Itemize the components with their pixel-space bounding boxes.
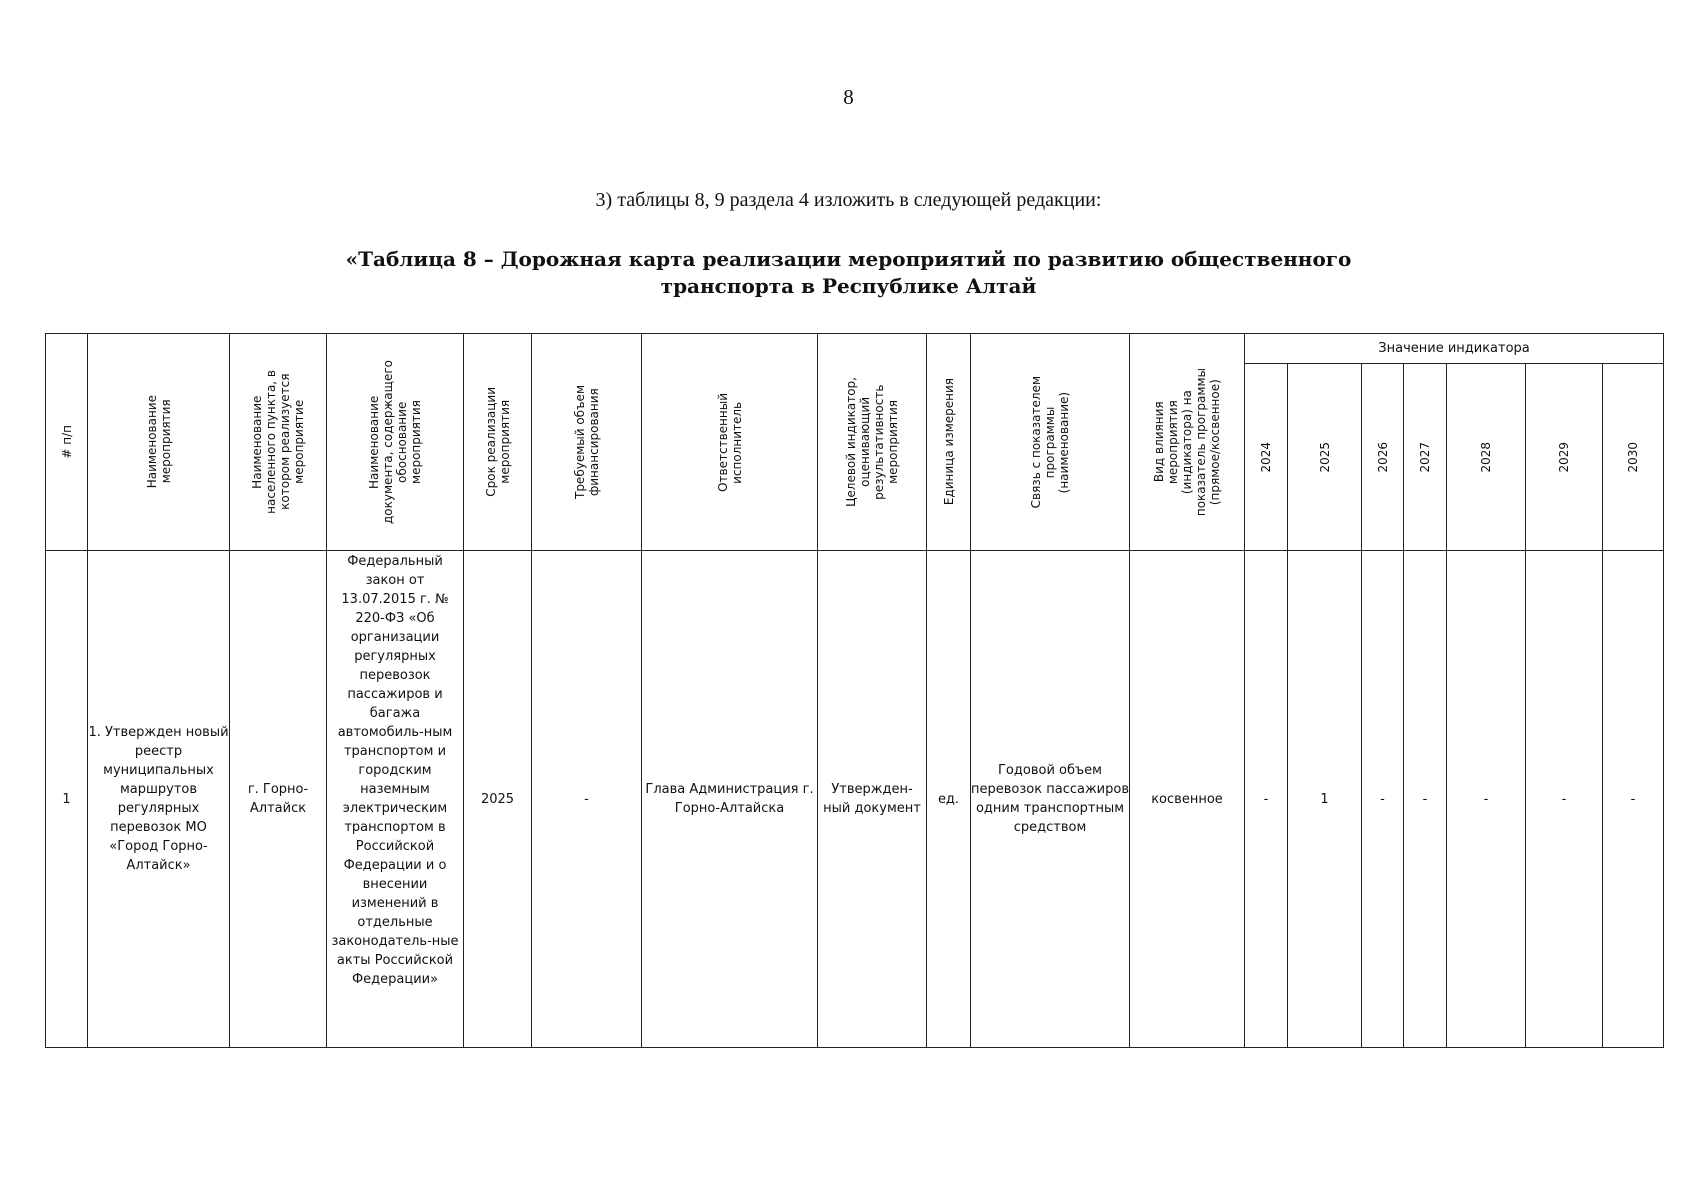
header-influence-type: Вид влияния мероприятия (индикатора) на показатель программы (прямое/косвенное) — [1130, 334, 1245, 551]
cell-value-2028: - — [1447, 551, 1526, 1048]
roadmap-table — [45, 333, 1664, 1048]
cell-term: 2025 — [464, 551, 532, 1048]
page-number: 8 — [843, 85, 854, 109]
cell-settlement: г. Горно-Алтайск — [230, 551, 327, 1048]
cell-value-2030: - — [1603, 551, 1664, 1048]
cell-program-link: Годовой объем перевозок пассажиров одним транспортным средством — [971, 551, 1130, 1048]
header-year-2029: 2029 — [1526, 364, 1603, 551]
header-unit: Единица измерения — [927, 334, 971, 551]
cell-value-2024: - — [1245, 551, 1288, 1048]
table-title-line-2: транспорта в Республике Алтай — [660, 274, 1037, 298]
header-program-link: Связь с показателем программы (наименование) — [971, 334, 1130, 551]
table-header-row — [46, 334, 1664, 364]
cell-target-indicator: Утвержден-ный документ — [818, 551, 927, 1048]
header-document: Наименование документа, содержащего обоснование мероприятия — [327, 334, 464, 551]
cell-unit: ед. — [927, 551, 971, 1048]
header-year-2024: 2024 — [1245, 364, 1288, 551]
header-term: Срок реализации мероприятия — [464, 334, 532, 551]
cell-value-2025: 1 — [1288, 551, 1362, 1048]
cell-document: Федеральный закон от 13.07.2015 г. № 220-ФЗ «Об организации регулярных перевозок пассажиров и багажа автомобиль-ным транспортом и городским наземным электрическим транспортом в Российской Федерации и о внесении изменений в отдельные законодатель-ные акты Российской Федерации» — [327, 551, 464, 1048]
header-settlement: Наименование населенного пункта, в котором реализуется мероприятие — [230, 334, 327, 551]
cell-num: 1 — [46, 551, 88, 1048]
header-indicator-group: Значение индикатора — [1245, 334, 1664, 364]
header-event-name: Наименование мероприятия — [88, 334, 230, 551]
cell-event-name: 1. Утвержден новый реестр муниципальных маршрутов регулярных перевозок МО «Город Горно-Алтайск» — [88, 551, 230, 1048]
cell-funding: - — [532, 551, 642, 1048]
header-funding: Требуемый объем финансирования — [532, 334, 642, 551]
header-year-2027: 2027 — [1404, 364, 1447, 551]
header-year-2026: 2026 — [1362, 364, 1404, 551]
header-year-2028: 2028 — [1447, 364, 1526, 551]
header-year-2025: 2025 — [1288, 364, 1362, 551]
cell-value-2027: - — [1404, 551, 1447, 1048]
cell-value-2026: - — [1362, 551, 1404, 1048]
header-target-indicator: Целевой индикатор, оценивающий результативность мероприятия — [818, 334, 927, 551]
table-title-line-1: «Таблица 8 – Дорожная карта реализации мероприятий по развитию общественного — [345, 247, 1352, 271]
cell-executor: Глава Администрация г. Горно-Алтайска — [642, 551, 818, 1048]
table-row — [46, 551, 1664, 1048]
cell-value-2029: - — [1526, 551, 1603, 1048]
table-title — [300, 246, 1397, 300]
intro-text: 3) таблицы 8, 9 раздела 4 изложить в следующей редакции: — [595, 189, 1102, 211]
header-num: # п/п — [46, 334, 88, 551]
header-executor: Ответственный исполнитель — [642, 334, 818, 551]
cell-influence-type: косвенное — [1130, 551, 1245, 1048]
header-year-2030: 2030 — [1603, 364, 1664, 551]
